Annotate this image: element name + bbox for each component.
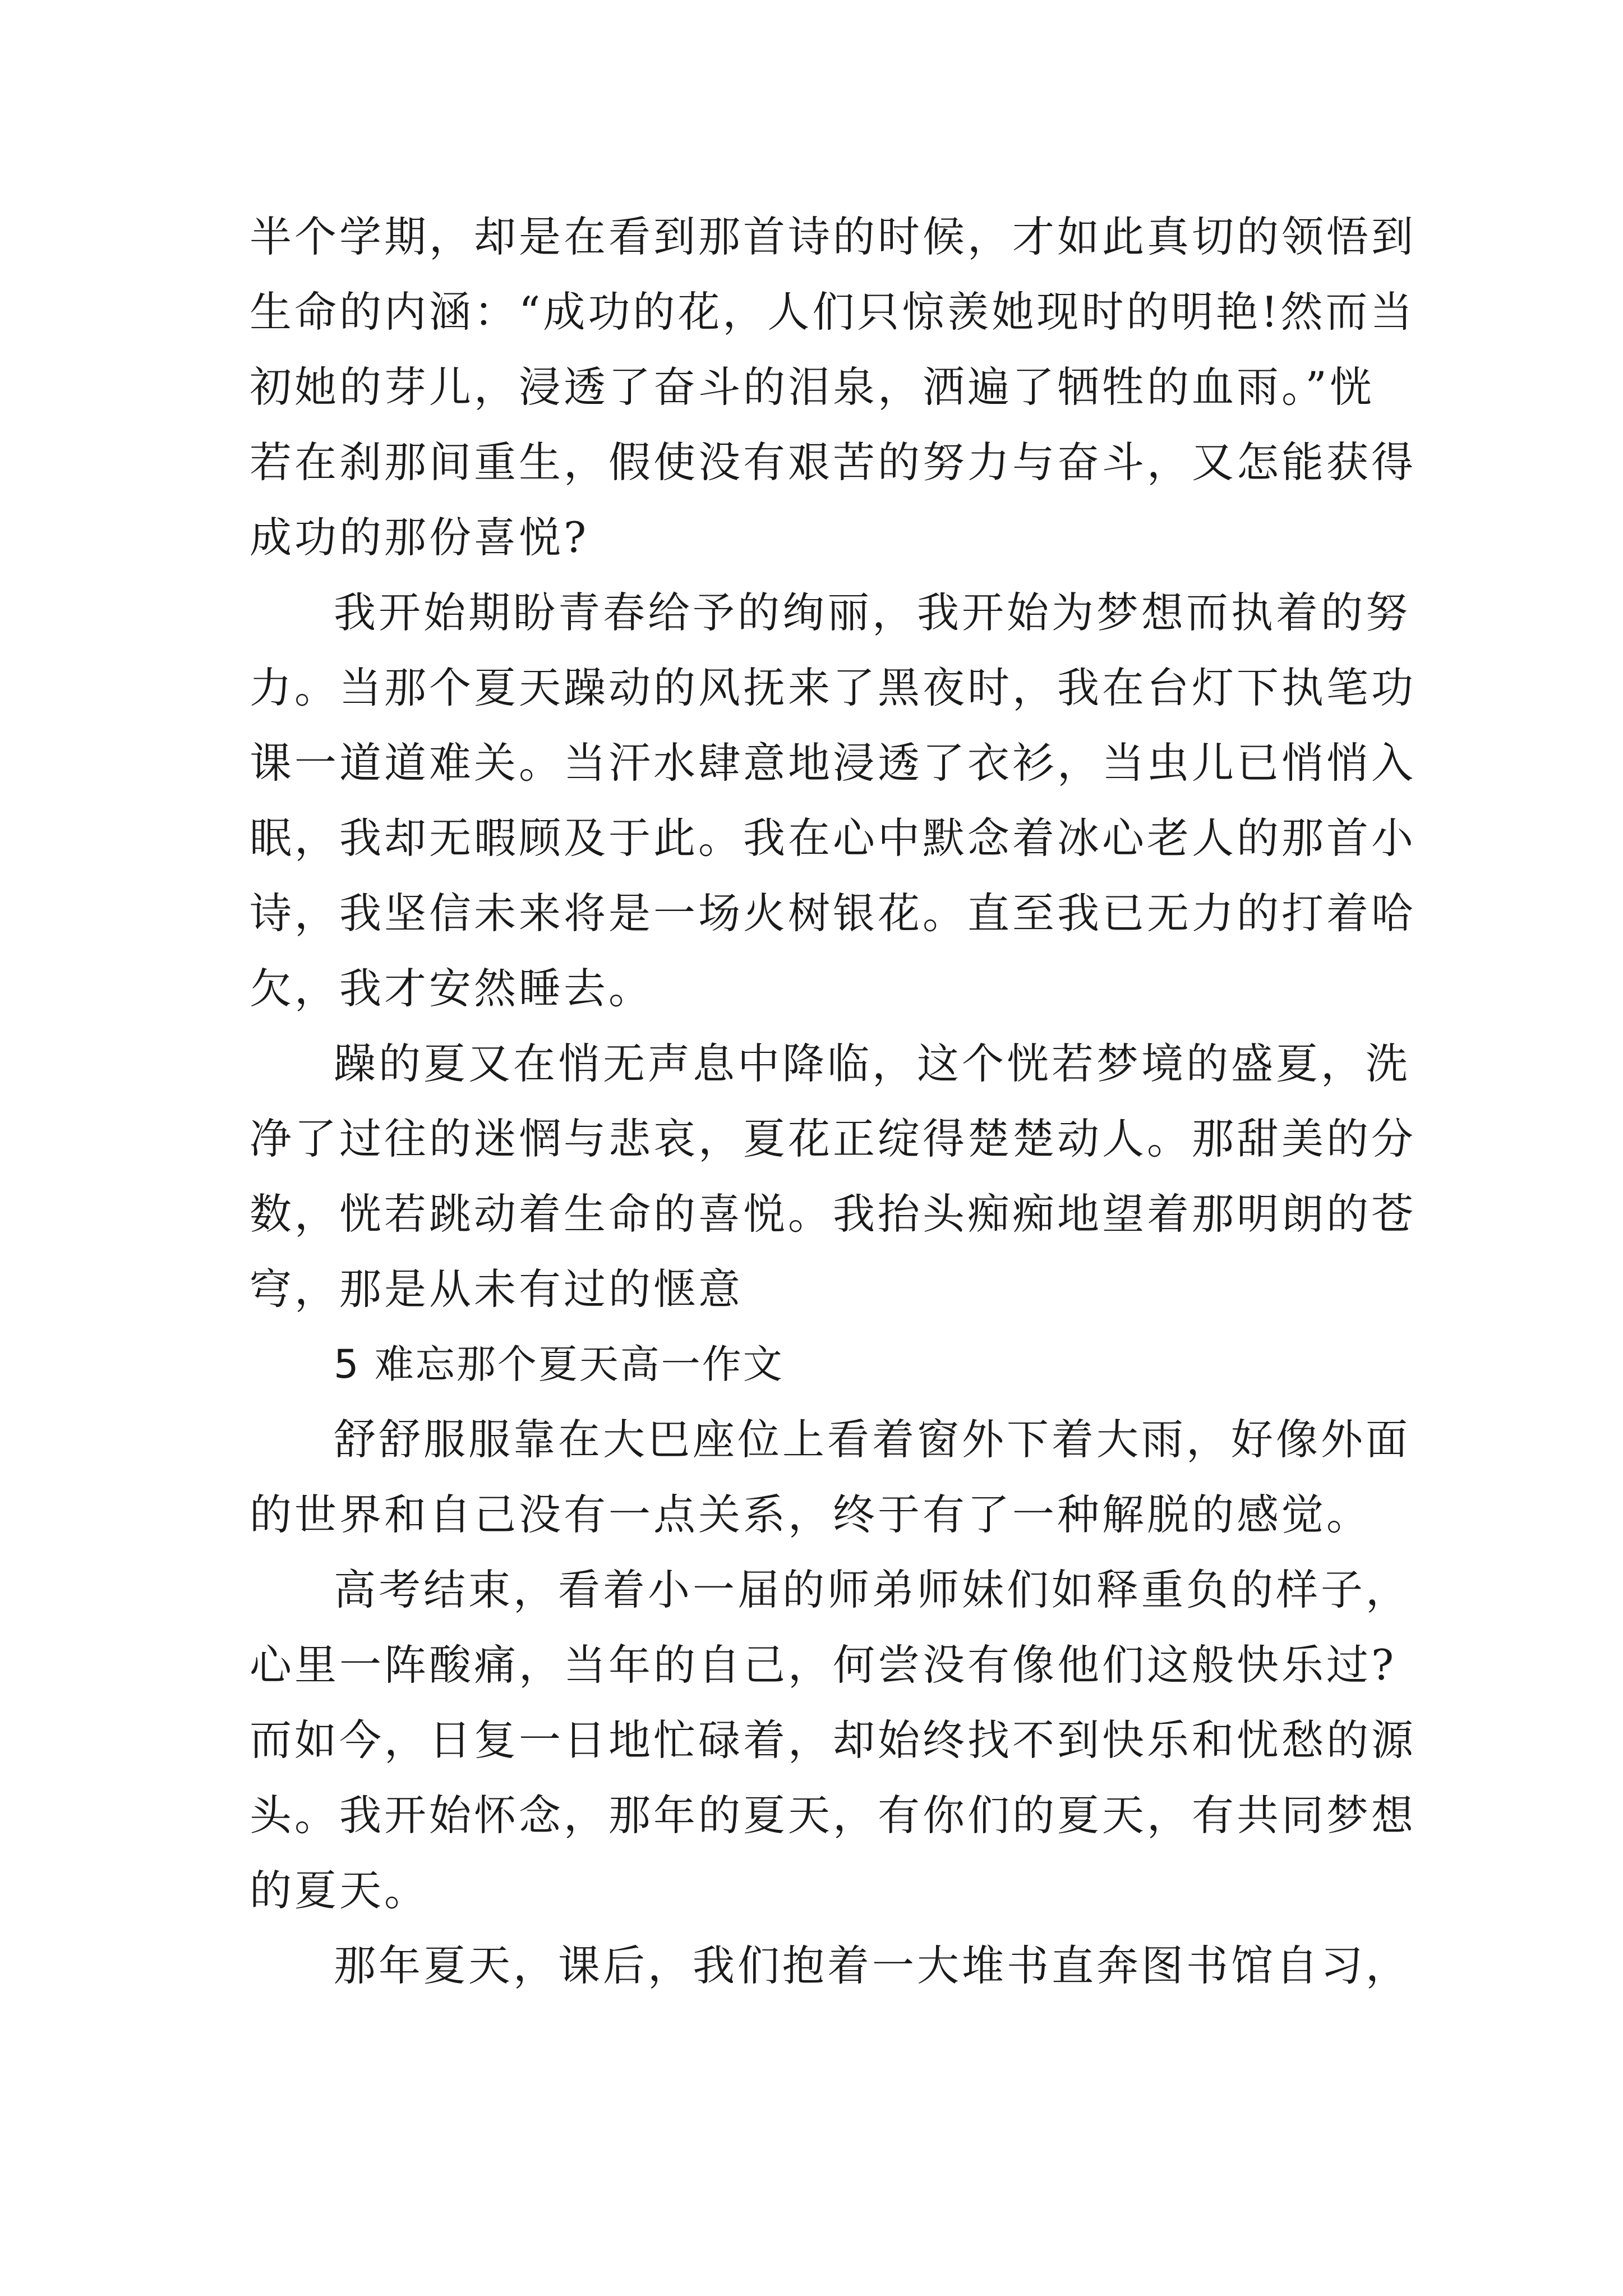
text-line: 的世界和自己没有一点关系，终于有了一种解脱的感觉。	[250, 1490, 1372, 1539]
text-line: 穹，那是从未有过的惬意	[250, 1264, 744, 1314]
text-line: 而如今，日复一日地忙碌着，却始终找不到快乐和忧愁的源	[250, 1715, 1417, 1765]
paragraph-start-line: 那年夏天，课后，我们抱着一大堆书直奔图书馆自习，	[334, 1941, 1411, 1990]
text-line: 初她的芽儿，浸透了奋斗的泪泉，洒遍了牺牲的血雨。”恍	[250, 362, 1375, 412]
text-line: 成功的那份喜悦?	[250, 513, 589, 562]
paragraph-start-line: 舒舒服服靠在大巴座位上看着窗外下着大雨，好像外面	[334, 1415, 1411, 1464]
paragraph-start-line: 高考结束，看着小一届的师弟师妹们如释重负的样子，	[334, 1565, 1411, 1614]
paragraph-start-line: 我开始期盼青春给予的绚丽，我开始为梦想而执着的努	[334, 588, 1411, 637]
text-line: 欠，我才安然睡去。	[250, 964, 654, 1013]
text-line: 半个学期，却是在看到那首诗的时候，才如此真切的领悟到	[250, 212, 1417, 261]
text-line: 诗，我坚信未来将是一场火树银花。直至我已无力的打着哈	[250, 889, 1417, 938]
text-line: 心里一阵酸痛，当年的自己，何尝没有像他们这般快乐过?	[250, 1640, 1397, 1690]
section-heading: 5 难忘那个夏天高一作文	[334, 1341, 784, 1387]
text-line: 若在刹那间重生，假使没有艰苦的努力与奋斗，又怎能获得	[250, 438, 1417, 487]
text-line: 头。我开始怀念，那年的夏天，有你们的夏天，有共同梦想	[250, 1791, 1417, 1840]
text-line: 眠，我却无暇顾及于此。我在心中默念着冰心老人的那首小	[250, 813, 1417, 863]
text-line: 数，恍若跳动着生命的喜悦。我抬头痴痴地望着那明朗的苍	[250, 1189, 1417, 1239]
text-line: 生命的内涵：“成功的花，人们只惊羡她现时的明艳!然而当	[250, 287, 1415, 337]
text-line: 力。当那个夏天躁动的风抚来了黑夜时，我在台灯下执笔功	[250, 663, 1417, 712]
paragraph-start-line: 躁的夏又在悄无声息中降临，这个恍若梦境的盛夏，洗	[334, 1039, 1411, 1088]
text-line: 的夏天。	[250, 1866, 430, 1915]
text-line: 净了过往的迷惘与悲哀，夏花正绽得楚楚动人。那甜美的分	[250, 1114, 1417, 1163]
essay-text	[250, 199, 1417, 2003]
text-line: 课一道道难关。当汗水肆意地浸透了衣衫，当虫儿已悄悄入	[250, 738, 1417, 788]
